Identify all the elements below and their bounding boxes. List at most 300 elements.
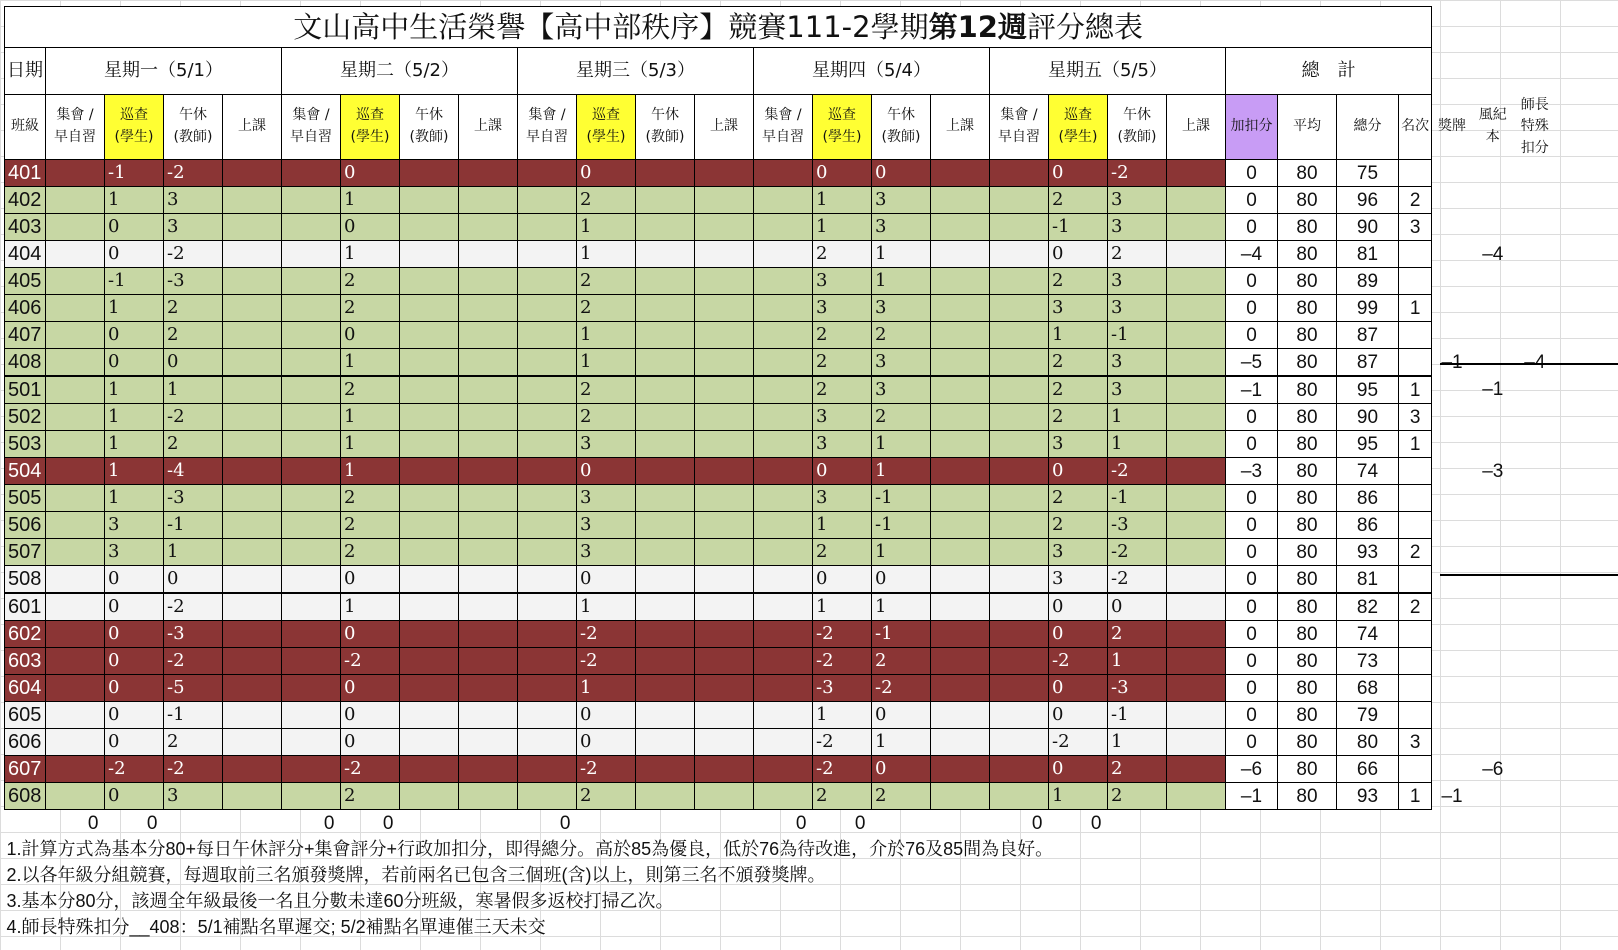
class-score xyxy=(459,322,518,349)
class-score xyxy=(223,349,282,377)
assembly-score xyxy=(518,702,577,729)
nap-score: -2 xyxy=(164,593,223,621)
assembly-score xyxy=(754,241,813,268)
assembly-score xyxy=(990,295,1049,322)
nap-score: -2 xyxy=(164,648,223,675)
discipline-value xyxy=(1472,485,1514,512)
class-score xyxy=(223,783,282,810)
assembly-score xyxy=(46,783,105,810)
patrol-score: 0 xyxy=(341,566,400,594)
blank-cell xyxy=(400,810,459,837)
teacher-deduction-value xyxy=(1514,295,1556,322)
award-value xyxy=(1432,187,1472,214)
average-value: 80 xyxy=(1278,566,1337,594)
assembly-score xyxy=(518,214,577,241)
nap-score: 2 xyxy=(1108,621,1167,648)
assembly-header: 集會 / 早自習 xyxy=(282,95,341,160)
class-score xyxy=(1167,512,1226,539)
nap-score xyxy=(636,485,695,512)
nap-score xyxy=(636,160,695,187)
patrol-score: 0 xyxy=(341,160,400,187)
assembly-score xyxy=(518,268,577,295)
nap-score xyxy=(400,187,459,214)
class-score xyxy=(459,512,518,539)
teacher-deduction-value xyxy=(1514,214,1556,241)
patrol-score: 0 xyxy=(341,214,400,241)
nap-score: 2 xyxy=(164,729,223,756)
assembly-score xyxy=(282,512,341,539)
assembly-score xyxy=(46,539,105,566)
nap-score xyxy=(636,539,695,566)
patrol-score: 2 xyxy=(1049,268,1108,295)
class-label: 班級 xyxy=(5,95,46,160)
assembly-score xyxy=(46,458,105,485)
nap-score xyxy=(400,376,459,404)
class-score xyxy=(223,458,282,485)
total-score-value: 75 xyxy=(1337,160,1399,187)
teacher-deduction-value xyxy=(1514,376,1556,404)
table-row xyxy=(5,675,1556,702)
nap-score: 2 xyxy=(872,322,931,349)
patrol-score: 0 xyxy=(577,566,636,594)
patrol-score: 1 xyxy=(813,593,872,621)
class-score xyxy=(931,214,990,241)
patrol-score: 0 xyxy=(1049,458,1108,485)
patrol-score: 1 xyxy=(105,458,164,485)
assembly-score xyxy=(990,539,1049,566)
patrol-score: 1 xyxy=(105,404,164,431)
assembly-score xyxy=(46,648,105,675)
patrol-score: 3 xyxy=(813,268,872,295)
class-score xyxy=(223,648,282,675)
assembly-score xyxy=(990,187,1049,214)
nap-score: 1 xyxy=(872,729,931,756)
assembly-score xyxy=(754,756,813,783)
nap-score xyxy=(636,187,695,214)
assembly-score xyxy=(518,241,577,268)
class-number: 505 xyxy=(5,485,46,512)
total-score-value: 90 xyxy=(1337,404,1399,431)
patrol-score: 2 xyxy=(813,349,872,377)
assembly-score xyxy=(282,485,341,512)
class-score xyxy=(931,241,990,268)
nap-score: 3 xyxy=(164,214,223,241)
average-value: 80 xyxy=(1278,783,1337,810)
class-score xyxy=(223,566,282,594)
patrol-score: 0 xyxy=(105,214,164,241)
nap-score: -3 xyxy=(164,268,223,295)
class-score xyxy=(459,485,518,512)
patrol-score: 2 xyxy=(577,404,636,431)
total-score-value: 68 xyxy=(1337,675,1399,702)
class-score xyxy=(695,593,754,621)
average-value: 80 xyxy=(1278,241,1337,268)
class-score xyxy=(695,349,754,377)
nap-score xyxy=(636,431,695,458)
rank-value: 1 xyxy=(1399,295,1432,322)
nap-score xyxy=(400,783,459,810)
discipline-header: 風紀 本 xyxy=(1478,107,1507,146)
assembly-score xyxy=(518,783,577,810)
assembly-score xyxy=(46,729,105,756)
patrol-score: 0 xyxy=(105,621,164,648)
assembly-score xyxy=(518,648,577,675)
patrol-score: -2 xyxy=(813,729,872,756)
teacher-deduction-value xyxy=(1514,593,1556,621)
patrol-score: 3 xyxy=(105,512,164,539)
week-number: 第12週 xyxy=(928,9,1027,44)
nap-score: 0 xyxy=(872,756,931,783)
assembly-score xyxy=(518,187,577,214)
bonus-value: 0 xyxy=(1226,404,1278,431)
discipline-value xyxy=(1472,539,1514,566)
class-number: 402 xyxy=(5,187,46,214)
date-label: 日期 xyxy=(5,48,46,95)
patrol-score: 0 xyxy=(105,349,164,377)
class-score xyxy=(223,729,282,756)
class-score xyxy=(695,783,754,810)
table-row xyxy=(5,160,1556,187)
assembly-score xyxy=(46,376,105,404)
nap-score: 1 xyxy=(872,268,931,295)
class-score xyxy=(931,648,990,675)
discipline-value xyxy=(1472,512,1514,539)
nap-score: 2 xyxy=(1108,783,1167,810)
class-score xyxy=(459,268,518,295)
bonus-value: 0 xyxy=(1226,593,1278,621)
teacher-deduction-value xyxy=(1514,512,1556,539)
patrol-score: -2 xyxy=(813,648,872,675)
class-score xyxy=(695,675,754,702)
patrol-score: 0 xyxy=(105,675,164,702)
assembly-score xyxy=(46,593,105,621)
group-divider-line xyxy=(1440,574,1618,576)
assembly-score xyxy=(990,268,1049,295)
patrol-score: 2 xyxy=(1049,512,1108,539)
nap-score: -2 xyxy=(164,756,223,783)
rank-value xyxy=(1399,322,1432,349)
assembly-score xyxy=(518,404,577,431)
assembly-score xyxy=(990,431,1049,458)
note-2: 2.以各年級分組競賽，每週取前三名頒發獎牌，若前兩名已包含三個班(含)以上，則第三名不頒發獎牌。 xyxy=(6,865,826,886)
assembly-score xyxy=(282,241,341,268)
patrol-score: 2 xyxy=(577,268,636,295)
assembly-score xyxy=(754,295,813,322)
total-score-value: 81 xyxy=(1337,241,1399,268)
patrol-score: 0 xyxy=(1049,675,1108,702)
bonus-value: –1 xyxy=(1226,376,1278,404)
award-value xyxy=(1432,756,1472,783)
class-score xyxy=(695,702,754,729)
patrol-score: 1 xyxy=(1049,322,1108,349)
bonus-value: 0 xyxy=(1226,431,1278,458)
assembly-score xyxy=(990,512,1049,539)
award-value xyxy=(1432,485,1472,512)
discipline-value: –6 xyxy=(1482,758,1504,780)
nap-score: 3 xyxy=(1108,187,1167,214)
rank-value xyxy=(1399,241,1432,268)
class-score xyxy=(459,539,518,566)
patrol-score: 0 xyxy=(813,458,872,485)
patrol-score: 2 xyxy=(813,241,872,268)
assembly-score xyxy=(46,160,105,187)
average-value: 80 xyxy=(1278,268,1337,295)
day-header-4: 星期四（5/4） xyxy=(754,48,990,95)
assembly-score xyxy=(282,566,341,594)
nap-score: 1 xyxy=(872,431,931,458)
rank-value: 1 xyxy=(1399,431,1432,458)
nap-score: 3 xyxy=(872,295,931,322)
nap-score xyxy=(636,458,695,485)
discipline-value xyxy=(1472,702,1514,729)
patrol-score: 2 xyxy=(577,376,636,404)
nap-score: 3 xyxy=(1108,376,1167,404)
assembly-header: 集會 / 早自習 xyxy=(518,95,577,160)
class-number: 602 xyxy=(5,621,46,648)
nap-header: 午休 (教師) xyxy=(400,95,459,160)
patrol-score: 1 xyxy=(341,241,400,268)
patrol-score: 0 xyxy=(105,783,164,810)
discipline-value xyxy=(1472,675,1514,702)
class-score xyxy=(1167,431,1226,458)
award-value xyxy=(1432,648,1472,675)
award-value xyxy=(1432,214,1472,241)
class-number: 603 xyxy=(5,648,46,675)
assembly-score xyxy=(990,621,1049,648)
assembly-score xyxy=(282,756,341,783)
patrol-score: 0 xyxy=(341,675,400,702)
table-row xyxy=(5,729,1556,756)
average-value: 80 xyxy=(1278,160,1337,187)
award-value: –1 xyxy=(1441,351,1463,373)
award-value: –1 xyxy=(1441,785,1463,807)
nap-score xyxy=(636,214,695,241)
patrol-score: -2 xyxy=(1049,729,1108,756)
nap-score: -1 xyxy=(872,621,931,648)
patrol-score: 1 xyxy=(813,512,872,539)
patrol-score: 2 xyxy=(341,268,400,295)
assembly-score xyxy=(990,458,1049,485)
class-session-header: 上課 xyxy=(1167,95,1226,160)
class-score xyxy=(459,675,518,702)
nap-score xyxy=(636,648,695,675)
patrol-score: 2 xyxy=(813,376,872,404)
class-score xyxy=(931,566,990,594)
assembly-score xyxy=(990,349,1049,377)
patrol-header: 巡查 (學生) xyxy=(1049,95,1108,160)
teacher-deduction-value xyxy=(1514,566,1556,594)
total-score-value: 99 xyxy=(1337,295,1399,322)
patrol-score: 1 xyxy=(341,187,400,214)
nap-score: 2 xyxy=(164,431,223,458)
class-score xyxy=(695,268,754,295)
table-row xyxy=(5,187,1556,214)
discipline-value xyxy=(1472,566,1514,594)
assembly-score xyxy=(754,404,813,431)
table-row xyxy=(5,214,1556,241)
nap-score: 0 xyxy=(1108,593,1167,621)
nap-score xyxy=(636,593,695,621)
rank-value xyxy=(1399,675,1432,702)
score-table xyxy=(4,6,1556,940)
teacher-deduction-value xyxy=(1514,160,1556,187)
assembly-sum: 0 xyxy=(795,812,807,834)
nap-score xyxy=(400,621,459,648)
assembly-score xyxy=(46,621,105,648)
nap-score: -2 xyxy=(164,404,223,431)
nap-score: -2 xyxy=(164,241,223,268)
patrol-score: -2 xyxy=(577,756,636,783)
class-score xyxy=(459,566,518,594)
patrol-score: 2 xyxy=(341,539,400,566)
assembly-score xyxy=(282,621,341,648)
class-score xyxy=(223,187,282,214)
nap-score: -3 xyxy=(164,621,223,648)
assembly-score xyxy=(282,702,341,729)
class-session-header: 上課 xyxy=(223,95,282,160)
assembly-score xyxy=(518,322,577,349)
nap-score: 3 xyxy=(1108,349,1167,377)
class-number: 606 xyxy=(5,729,46,756)
class-score xyxy=(931,268,990,295)
sheet-title: 文山高中生活榮譽【高中部秩序】競賽111-2學期第12週評分總表 xyxy=(5,7,1432,48)
class-number: 508 xyxy=(5,566,46,594)
table-row xyxy=(5,621,1556,648)
nap-score: -2 xyxy=(164,160,223,187)
assembly-sum: 0 xyxy=(323,812,335,834)
nap-score: 3 xyxy=(872,214,931,241)
blank-cell xyxy=(1108,810,1167,837)
assembly-score xyxy=(754,349,813,377)
note-1: 1.計算方式為基本分80+每日午休評分+集會評分+行政加扣分，即得總分。高於85為優良，低於76為待改進，介於76及85間為良好。 xyxy=(6,839,1054,860)
nap-score xyxy=(636,512,695,539)
class-score xyxy=(1167,675,1226,702)
nap-score: -1 xyxy=(1108,485,1167,512)
patrol-sum: 0 xyxy=(382,812,394,834)
nap-score: -2 xyxy=(1108,458,1167,485)
bonus-value: 0 xyxy=(1226,702,1278,729)
class-score xyxy=(459,160,518,187)
class-score xyxy=(1167,566,1226,594)
teacher-deduction-value xyxy=(1514,485,1556,512)
class-score xyxy=(223,376,282,404)
assembly-score xyxy=(754,431,813,458)
bonus-value: –4 xyxy=(1226,241,1278,268)
teacher-deduction-value xyxy=(1514,648,1556,675)
assembly-score xyxy=(754,160,813,187)
assembly-score xyxy=(282,593,341,621)
blank-cell xyxy=(1432,48,1556,95)
patrol-score: 0 xyxy=(105,648,164,675)
class-score xyxy=(695,566,754,594)
average-value: 80 xyxy=(1278,295,1337,322)
patrol-score: 0 xyxy=(813,566,872,594)
nap-score xyxy=(400,702,459,729)
patrol-score: -2 xyxy=(577,621,636,648)
assembly-score xyxy=(754,566,813,594)
class-score xyxy=(695,485,754,512)
table-row xyxy=(5,756,1556,783)
patrol-score: 1 xyxy=(577,675,636,702)
patrol-score: 1 xyxy=(105,376,164,404)
bonus-value: 0 xyxy=(1226,621,1278,648)
nap-score xyxy=(636,566,695,594)
nap-score xyxy=(400,648,459,675)
discipline-value xyxy=(1472,593,1514,621)
class-score xyxy=(1167,539,1226,566)
patrol-score: 0 xyxy=(341,322,400,349)
bonus-header: 加扣分 xyxy=(1226,95,1278,160)
blank-cell xyxy=(1432,7,1556,48)
total-score-value: 87 xyxy=(1337,322,1399,349)
patrol-score: 0 xyxy=(105,729,164,756)
bonus-value: 0 xyxy=(1226,187,1278,214)
nap-score: -3 xyxy=(164,485,223,512)
nap-score xyxy=(400,295,459,322)
bonus-value: 0 xyxy=(1226,268,1278,295)
patrol-score: 1 xyxy=(105,485,164,512)
discipline-value xyxy=(1472,431,1514,458)
bonus-value: –5 xyxy=(1226,349,1278,377)
class-score xyxy=(931,295,990,322)
rank-value xyxy=(1399,485,1432,512)
assembly-score xyxy=(518,458,577,485)
patrol-sum: 0 xyxy=(146,812,158,834)
patrol-score: 1 xyxy=(341,349,400,377)
nap-header: 午休 (教師) xyxy=(872,95,931,160)
patrol-score: 1 xyxy=(1049,783,1108,810)
blank-cell xyxy=(459,810,518,837)
nap-score: 1 xyxy=(872,593,931,621)
assembly-score xyxy=(518,566,577,594)
class-score xyxy=(459,241,518,268)
patrol-sum: 0 xyxy=(1090,812,1102,834)
teacher-deduction-value xyxy=(1514,729,1556,756)
class-score xyxy=(931,621,990,648)
patrol-score: 0 xyxy=(105,241,164,268)
nap-score xyxy=(400,675,459,702)
average-value: 80 xyxy=(1278,214,1337,241)
nap-score: 1 xyxy=(872,458,931,485)
class-score xyxy=(931,485,990,512)
table-row xyxy=(5,404,1556,431)
class-number: 407 xyxy=(5,322,46,349)
class-score xyxy=(459,187,518,214)
note-4: 4.師長特殊扣分__408：5/1補點名單遲交; 5/2補點名單連催三天未交 xyxy=(6,917,546,938)
nap-score: 2 xyxy=(1108,756,1167,783)
patrol-score: 3 xyxy=(813,485,872,512)
blank-cell xyxy=(636,810,695,837)
class-score xyxy=(931,404,990,431)
blank-cell xyxy=(164,810,223,837)
rank-value: 1 xyxy=(1399,783,1432,810)
nap-score xyxy=(400,593,459,621)
patrol-score: 2 xyxy=(341,295,400,322)
patrol-score: 1 xyxy=(577,322,636,349)
average-value: 80 xyxy=(1278,593,1337,621)
nap-score: 2 xyxy=(872,648,931,675)
teacher-deduction-value xyxy=(1514,431,1556,458)
assembly-score xyxy=(518,729,577,756)
nap-score: 3 xyxy=(1108,295,1167,322)
discipline-value xyxy=(1472,621,1514,648)
nap-score: -1 xyxy=(1108,702,1167,729)
class-score xyxy=(695,621,754,648)
assembly-score xyxy=(518,431,577,458)
class-score xyxy=(459,295,518,322)
assembly-score xyxy=(754,593,813,621)
nap-score: 0 xyxy=(164,349,223,377)
